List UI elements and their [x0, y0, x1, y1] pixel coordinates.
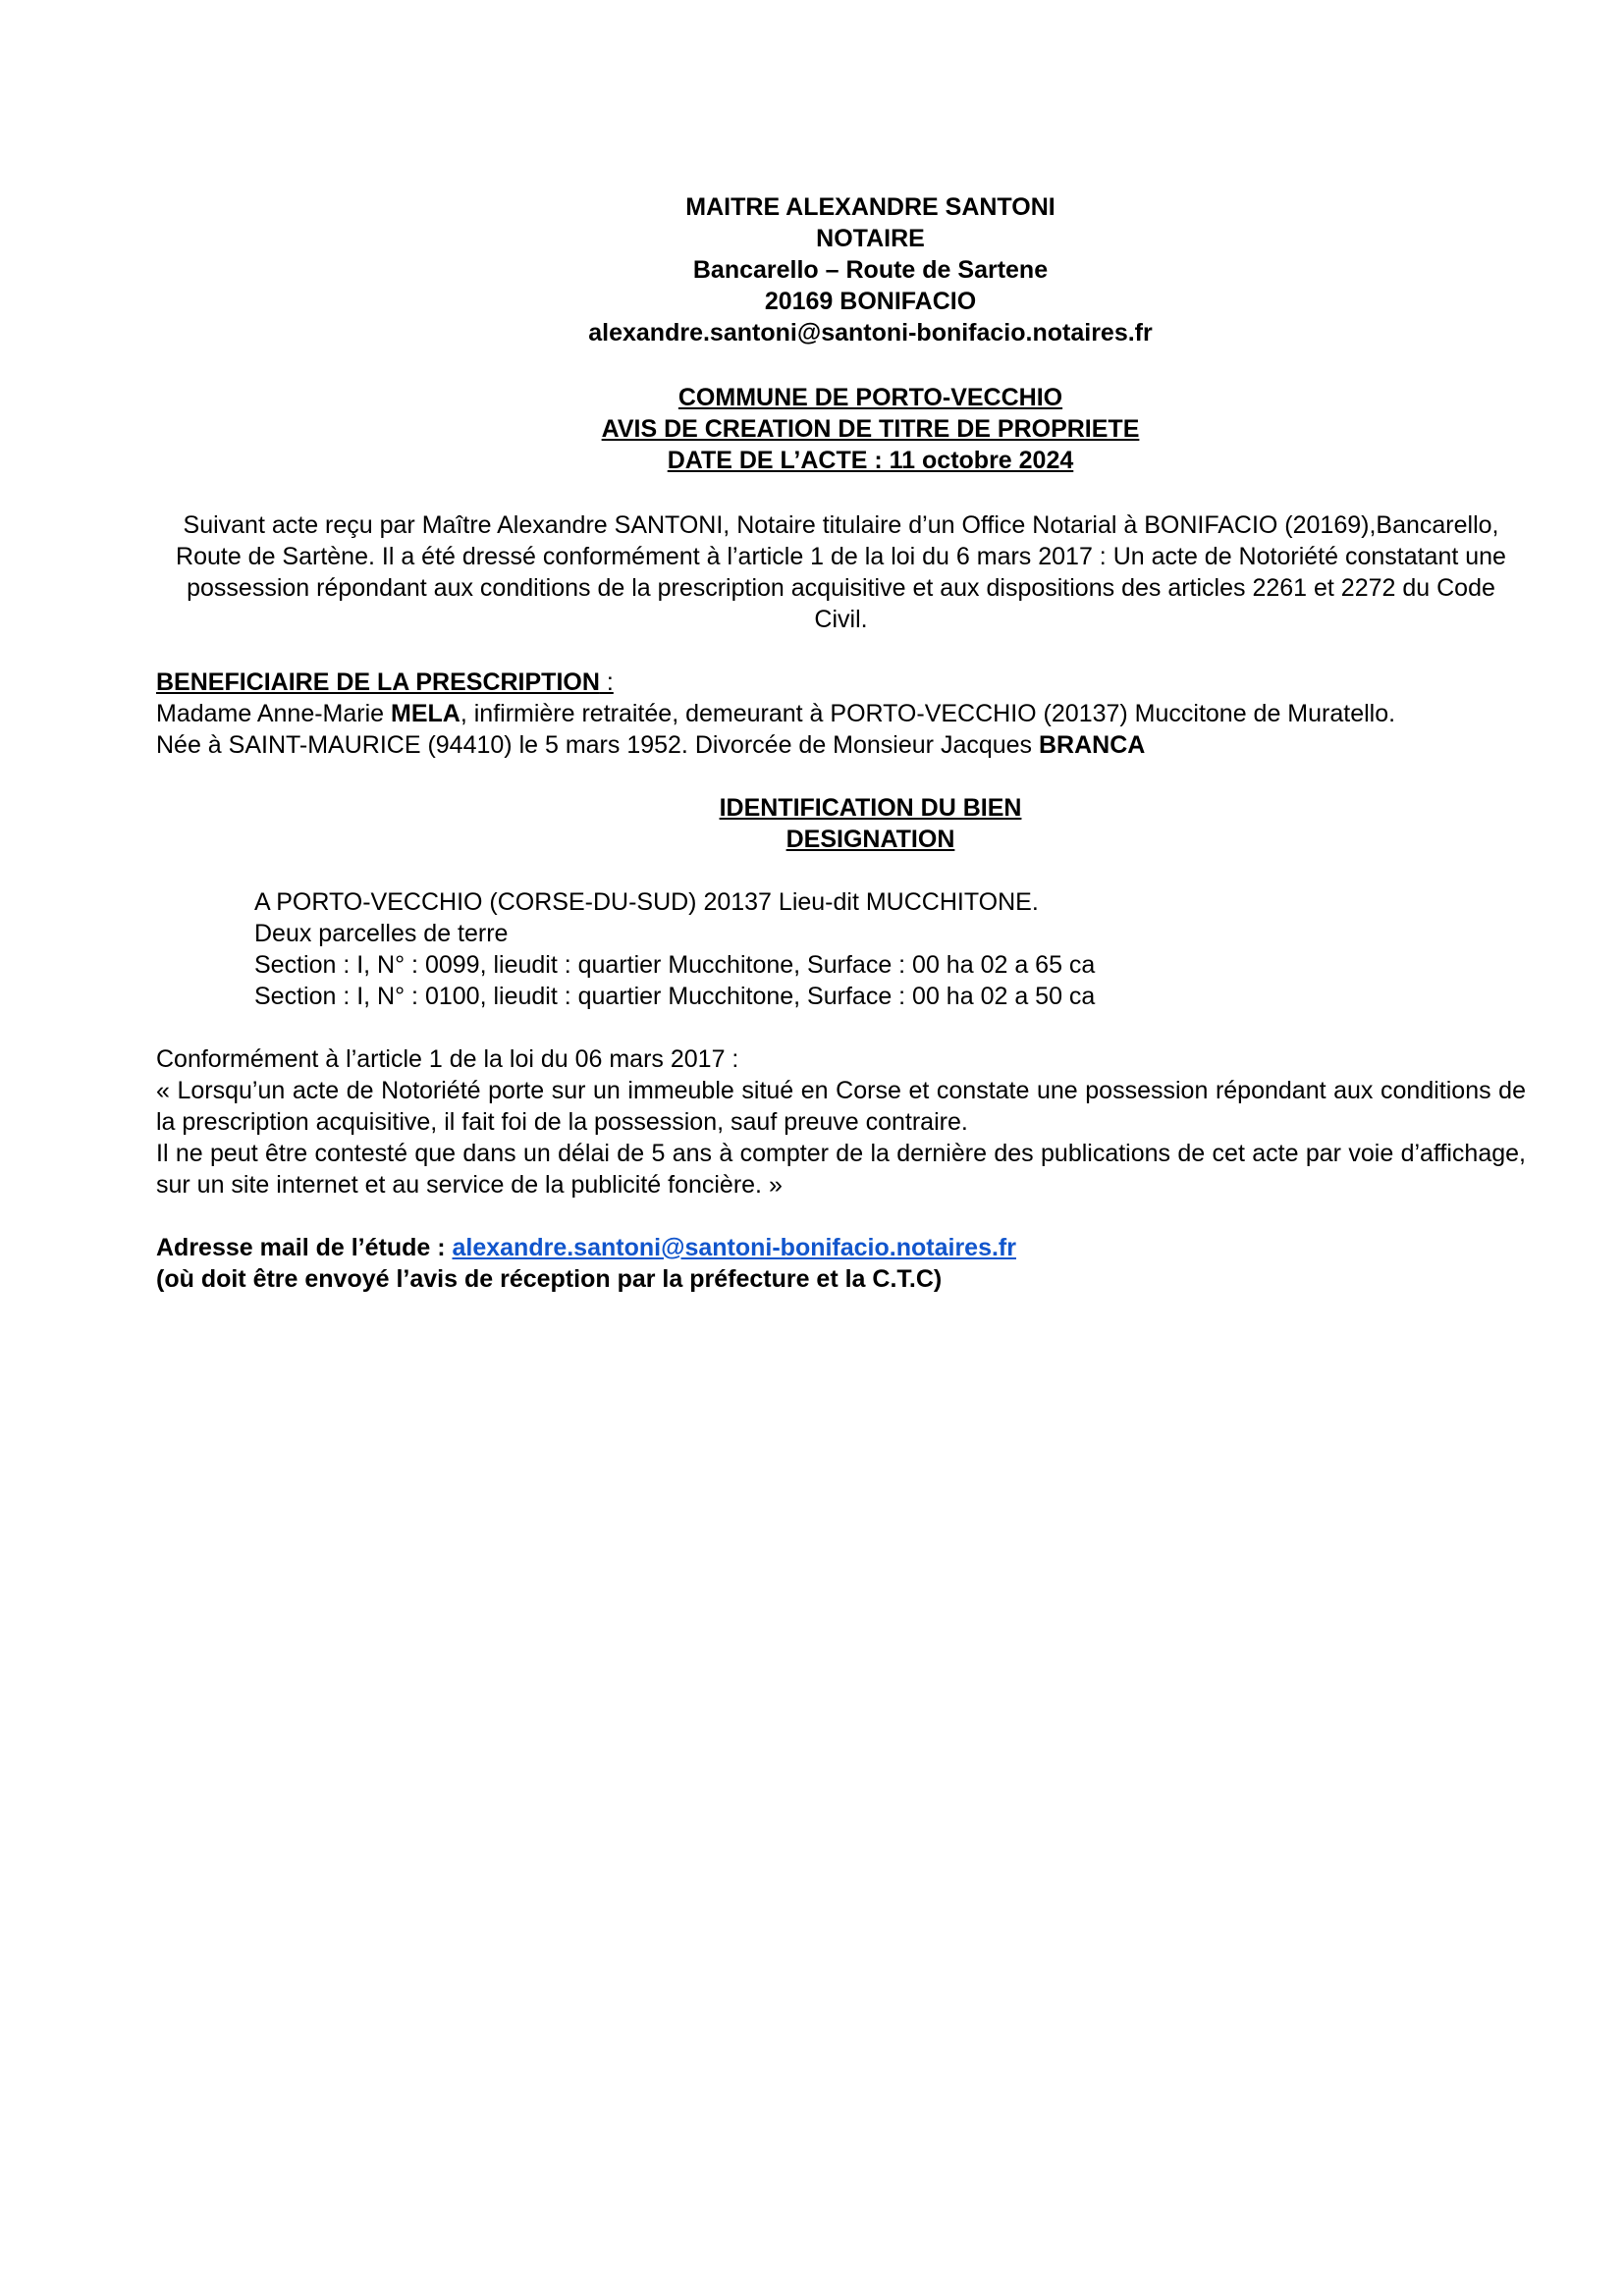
- property-headings: [156, 792, 1526, 855]
- property-details: [156, 886, 1526, 1012]
- notary-name: MAITRE ALEXANDRE SANTONI: [685, 193, 1056, 221]
- beneficiary-text-a: Madame Anne-Marie: [156, 700, 392, 727]
- contact-email-link[interactable]: alexandre.santoni@santoni-bonifacio.notaires.fr: [452, 1234, 1016, 1261]
- commune-title: COMMUNE DE PORTO-VECCHIO: [677, 384, 1063, 411]
- beneficiary-heading-line: [156, 667, 1526, 698]
- notary-header: [156, 191, 1526, 348]
- parcel-line: Section : I, N° : 0099, lieudit : quartier Mucchitone, Surface : 00 ha 02 a 65 ca: [254, 951, 1096, 979]
- property-location: A PORTO-VECCHIO (CORSE-DU-SUD) 20137 Lieu-dit MUCCHITONE.: [254, 888, 1039, 916]
- notary-email: alexandre.santoni@santoni-bonifacio.notaires.fr: [588, 319, 1153, 347]
- notary-title: NOTAIRE: [816, 225, 925, 252]
- notary-address-city: 20169 BONIFACIO: [764, 288, 977, 315]
- act-date: DATE DE L’ACTE : 11 octobre 2024: [667, 447, 1074, 474]
- contact-label: Adresse mail de l’étude :: [156, 1234, 453, 1261]
- contact-note: (où doit être envoyé l’avis de réception par la préfecture et la C.T.C): [156, 1265, 943, 1293]
- property-heading-designation: DESIGNATION: [785, 826, 955, 853]
- notice-title: [156, 382, 1526, 476]
- beneficiary-text: [156, 698, 1433, 761]
- beneficiary-heading: BENEFICIAIRE DE LA PRESCRIPTION: [156, 668, 600, 696]
- contact-section: [156, 1232, 1526, 1295]
- law-section: [156, 1043, 1526, 1201]
- spouse-name: BRANCA: [1039, 731, 1146, 759]
- contact-line: [156, 1232, 1526, 1263]
- document-page: [156, 191, 1526, 1295]
- beneficiary-heading-colon: :: [599, 668, 614, 696]
- beneficiary-name: MELA: [391, 700, 460, 727]
- beneficiary-text-b: , infirmière retraitée, demeurant à PORTO-VECCHIO (20137) Muccitone de Muratello. Née à SAINT-MAURICE (94410) le 5 mars 1952. Divorcée de Monsieur Jacques: [156, 700, 1396, 759]
- notice-type: AVIS DE CREATION DE TITRE DE PROPRIETE: [601, 415, 1140, 443]
- parcel-line: Section : I, N° : 0100, lieudit : quartier Mucchitone, Surface : 00 ha 02 a 50 ca: [254, 983, 1096, 1010]
- notary-address-street: Bancarello – Route de Sartene: [692, 256, 1049, 284]
- property-description: Deux parcelles de terre: [254, 920, 509, 947]
- law-intro: Conformément à l’article 1 de la loi du 06 mars 2017 :: [156, 1045, 739, 1073]
- property-heading-identification: IDENTIFICATION DU BIEN: [719, 794, 1022, 822]
- law-quote-part2: Il ne peut être contesté que dans un délai de 5 ans à compter de la dernière des publications de cet acte par voie d’affichage, sur un site internet et au service de la publicité foncière. »: [156, 1140, 1526, 1199]
- intro-paragraph: Suivant acte reçu par Maître Alexandre SANTONI, Notaire titulaire d’un Office Notarial à BONIFACIO (20169),Bancarello, Route de Sartène. Il a été dressé conformément à l’article 1 de la loi du 6 mars 2017 : Un acte de Notoriété constatant une possession répondant aux conditions de la prescription acquisitive et aux dispositions des articles 2261 et 2272 du Code Civil.: [176, 511, 1506, 633]
- law-quote-part1: « Lorsqu’un acte de Notoriété porte sur un immeuble situé en Corse et constate une possession répondant aux conditions de la prescription acquisitive, il fait foi de la possession, sauf preuve contraire.: [156, 1077, 1526, 1136]
